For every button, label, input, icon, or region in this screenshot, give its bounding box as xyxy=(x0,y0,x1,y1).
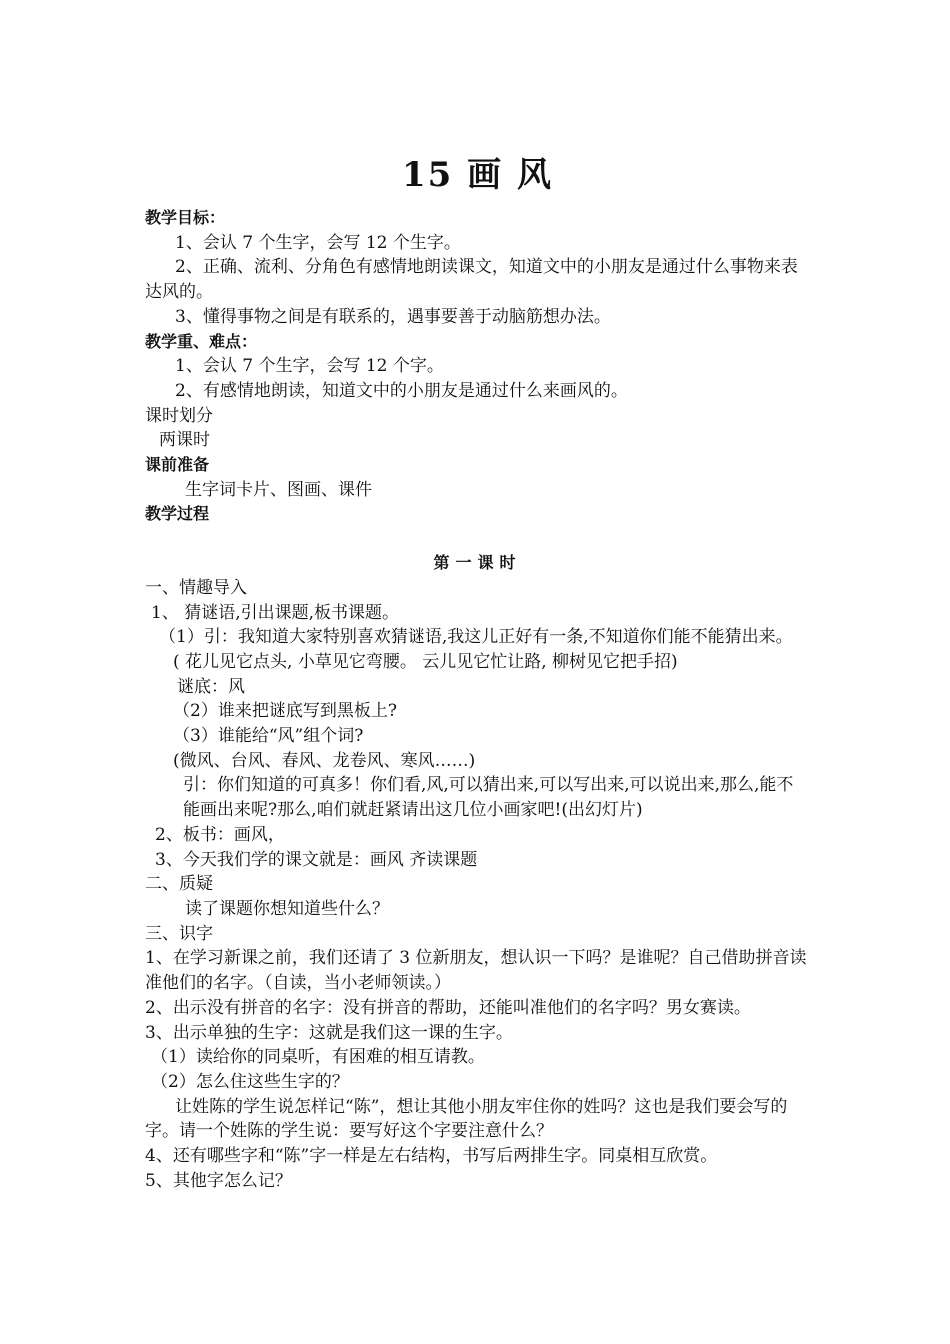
paragraph-line: 1、在学习新课之前，我们还请了 3 位新朋友，想认识一下吗？是谁呢？自己借助拼音读准他们的名字。（自读，当小老师领读。） xyxy=(145,948,807,994)
document-title: 15 画 风 xyxy=(402,155,553,195)
paragraph-line: （3）谁能给“风”组个词? xyxy=(173,726,364,747)
paragraph-line: 5、其他字怎么记？ xyxy=(145,1170,292,1191)
paragraph-line: 1、 猜谜语,引出课题,板书课题。 xyxy=(151,602,400,623)
paragraph-line: （1）引：我知道大家特别喜欢猜谜语,我这儿正好有一条,不知道你们能不能猜出来。 xyxy=(159,627,793,648)
document-page xyxy=(145,150,810,1193)
paragraph-line: （2）怎么住这些生字的？ xyxy=(151,1071,349,1092)
paragraph-line: 2、有感情地朗读，知道文中的小朋友是通过什么来画风的。 xyxy=(175,380,628,401)
paragraph-line: 生字词卡片、图画、课件 xyxy=(185,479,372,500)
section-heading: 教学重、难点： xyxy=(145,331,258,351)
paragraph-line: 2、板书：画风， xyxy=(155,824,285,845)
paragraph-line: 2、出示没有拼音的名字：没有拼音的帮助，还能叫准他们的名字吗？男女赛读。 xyxy=(145,997,751,1018)
lesson-heading: 第一课时 xyxy=(433,553,522,573)
section-heading: 教学过程 xyxy=(145,504,210,524)
section-heading: 教学目标： xyxy=(145,208,226,227)
paragraph-line: ( 花儿见它点头, 小草见它弯腰。 云儿见它忙让路, 柳树见它把手招) xyxy=(173,651,678,672)
paragraph-line: 1、会认 7 个生字，会写 12 个生字。 xyxy=(175,232,461,253)
paragraph-line: 一、情趣导入 xyxy=(145,577,247,598)
paragraph-line: 读了课题你想知道些什么？ xyxy=(185,898,389,919)
paragraph-line: 让姓陈的学生说怎样记“陈”，想让其他小朋友牢住你的姓吗？这也是我们要会写的字。请一个姓陈的学生说：要写好这个字要注意什么？ xyxy=(145,1096,788,1142)
paragraph-line: （1）读给你的同桌听，有困难的相互请教。 xyxy=(151,1047,485,1068)
paragraph-line: 4、还有哪些字和“陈”字一样是左右结构，书写后两排生字。同桌相互欣赏。 xyxy=(145,1146,718,1167)
paragraph-line: 3、懂得事物之间是有联系的，遇事要善于动脑筋想办法。 xyxy=(175,306,611,327)
document-body xyxy=(145,206,810,1193)
paragraph-line: 3、今天我们学的课文就是：画风 齐读课题 xyxy=(155,849,478,870)
paragraph-line: （2）谁来把谜底写到黑板上? xyxy=(173,701,397,722)
paragraph-line: 引：你们知道的可真多！你们看,风,可以猜出来,可以写出来,可以说出来,那么,能不能画出来呢?那么,咱们就赶紧请出这几位小画家吧!(出幻灯片) xyxy=(183,775,794,821)
paragraph-line: 谜底：风 xyxy=(177,676,245,697)
section-heading: 课前准备 xyxy=(145,455,210,475)
paragraph-line: 3、出示单独的生字：这就是我们这一课的生字。 xyxy=(145,1022,513,1043)
paragraph-line: 1、会认 7 个生字，会写 12 个字。 xyxy=(175,356,444,377)
paragraph-line: 2、正确、流利、分角色有感情地朗读课文，知道文中的小朋友是通过什么事物来表达风的。 xyxy=(145,257,798,303)
paragraph-line: 两课时 xyxy=(159,430,210,451)
paragraph-line: 二、质疑 xyxy=(145,874,213,895)
paragraph-line: 课时划分 xyxy=(145,405,213,426)
paragraph-line: (微风、台风、春风、龙卷风、寒风……) xyxy=(173,750,476,771)
blank-line xyxy=(145,527,810,551)
paragraph-line: 三、识字 xyxy=(145,923,213,944)
